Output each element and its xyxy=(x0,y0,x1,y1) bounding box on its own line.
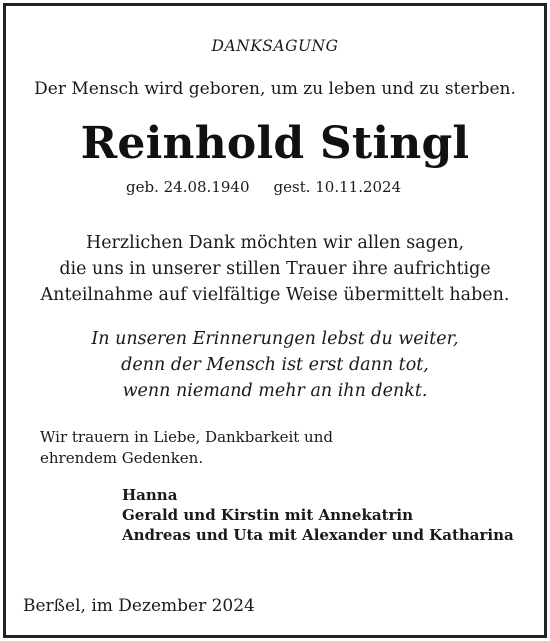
mourning-line: ehrendem Gedenken. xyxy=(40,449,204,467)
mourning-statement xyxy=(40,427,333,469)
quote-line: wenn niemand mehr an ihn denkt. xyxy=(122,381,428,401)
thanks-line: Anteilnahme auf vielfältige Weise übermittelt haben. xyxy=(40,285,510,305)
family-member: Gerald und Kirstin mit Annekatrin xyxy=(122,506,414,524)
mourning-line: Wir trauern in Liebe, Dankbarkeit und xyxy=(40,428,333,446)
quote-line: denn der Mensch ist erst dann tot, xyxy=(121,355,429,375)
thanks-line: die uns in unserer stillen Trauer ihre aufrichtige xyxy=(59,259,491,279)
birth-date: geb. 24.08.1940 xyxy=(126,178,250,196)
deceased-name: Reinhold Stingl xyxy=(80,118,470,169)
obituary-notice xyxy=(3,3,547,638)
family-member: Andreas und Uta mit Alexander und Katharina xyxy=(122,526,514,544)
death-date: gest. 10.11.2024 xyxy=(273,178,402,196)
life-dates xyxy=(126,178,401,196)
notice-heading: DANKSAGUNG xyxy=(211,37,339,55)
family-member: Hanna xyxy=(122,486,178,504)
memorial-quote xyxy=(6,326,544,404)
thanks-text xyxy=(6,230,544,308)
thanks-line: Herzlichen Dank möchten wir allen sagen, xyxy=(85,233,465,253)
place-date: Berßel, im Dezember 2024 xyxy=(23,596,255,616)
motto-line: Der Mensch wird geboren, um zu leben und zu sterben. xyxy=(34,79,516,99)
quote-line: In unseren Erinnerungen lebst du weiter, xyxy=(91,329,459,349)
family-list xyxy=(122,485,514,545)
